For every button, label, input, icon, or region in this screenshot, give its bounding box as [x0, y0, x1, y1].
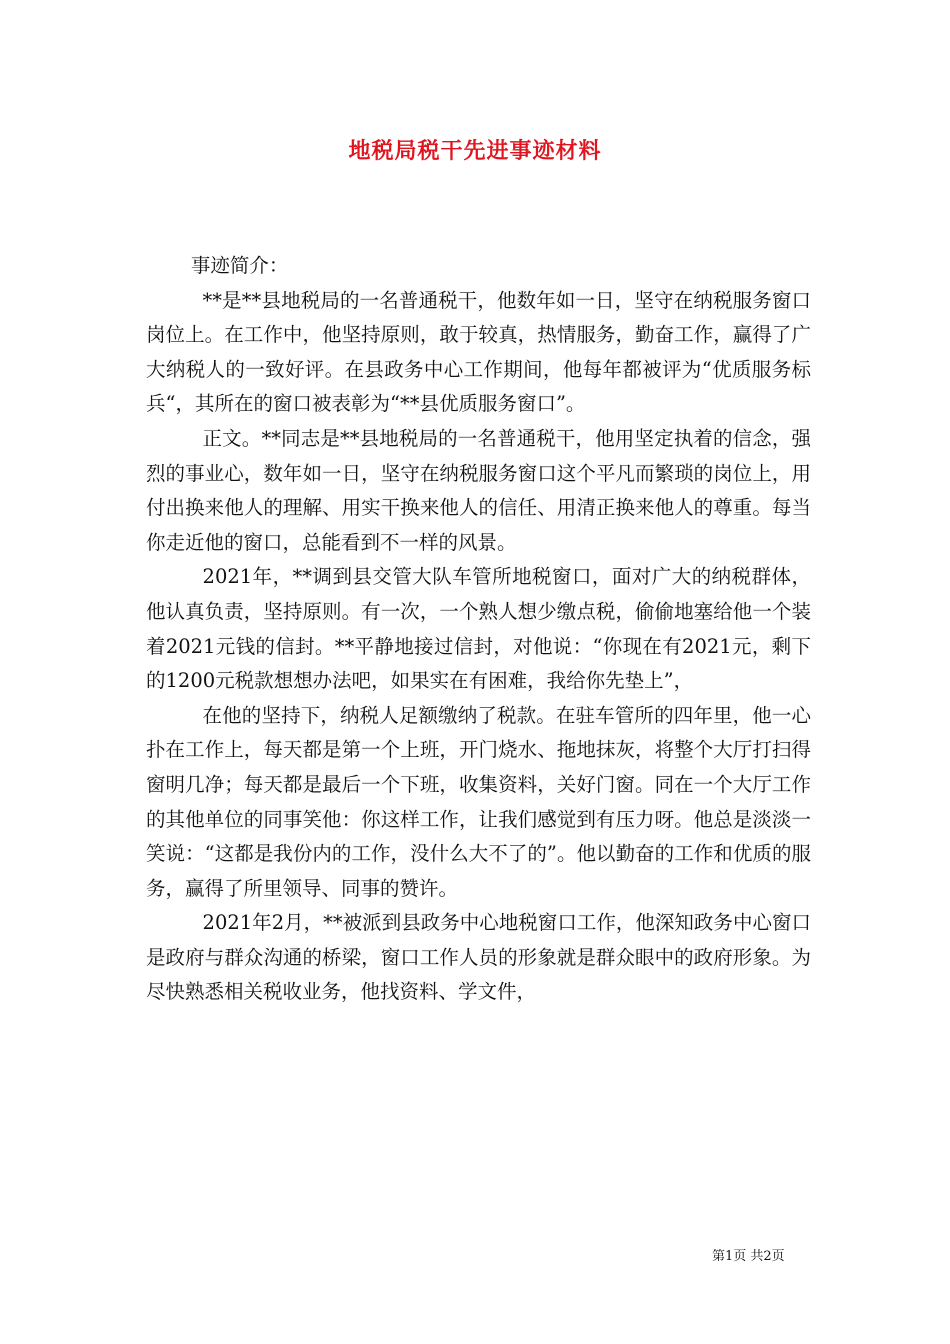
page-number: 第1页 共2页: [712, 1249, 785, 1264]
paragraph-2021-transfer: 2021年，**调到县交管大队车管所地税窗口，面对广大的纳税群体，他认真负责，坚持原则。有一次，一个熟人想少缴点税，偷偷地塞给他一个装着2021元钱的信封。**平静地接过信封，对他说：“你现在有2021元，剩下的1200元税款想想办法吧，如果实在有困难，我给你先垫上”，: [146, 565, 811, 693]
paragraph-main-text: 正文。**同志是**县地税局的一名普通税干，他用坚定执着的信念，强烈的事业心，数年如一日，坚守在纳税服务窗口这个平凡而繁琐的岗位上，用付出换来他人的理解、用实干换来他人的信任、用清正换来他人的尊重。每当你走近他的窗口，总能看到不一样的风景。: [146, 426, 811, 554]
paragraph-persistence: 在他的坚持下，纳税人足额缴纳了税款。在驻车管所的四年里，他一心扑在工作上，每天都是第一个上班，开门烧水、拖地抹灰，将整个大厅打扫得窗明几净；每天都是最后一个下班，收集资料，关好门窗。同在一个大厅工作的其他单位的同事笑他：你这样工作，让我们感觉到有压力呀。他总是淡淡一笑说：“这都是我份内的工作，没什么大不了的”。他以勤奋的工作和优质的服务，赢得了所里领导、同事的赞许。: [146, 703, 811, 900]
document-body: [146, 249, 811, 1010]
paragraph-intro-label: 事迹简介：: [190, 254, 289, 277]
document-title: 地税局税干先进事迹材料: [348, 138, 602, 164]
paragraph-intro: **是**县地税局的一名普通税干，他数年如一日，坚守在纳税服务窗口岗位上。在工作中，他坚持原则，敢于较真，热情服务，勤奋工作，赢得了广大纳税人的一致好评。在县政务中心工作期间，他每年都被评为“优质服务标兵“，其所在的窗口被表彰为“**县优质服务窗口”。: [146, 288, 811, 416]
paragraph-government-center: 2021年2月，**被派到县政务中心地税窗口工作，他深知政务中心窗口是政府与群众沟通的桥梁，窗口工作人员的形象就是群众眼中的政府形象。为尽快熟悉相关税收业务，他找资料、学文件，: [146, 911, 811, 1004]
